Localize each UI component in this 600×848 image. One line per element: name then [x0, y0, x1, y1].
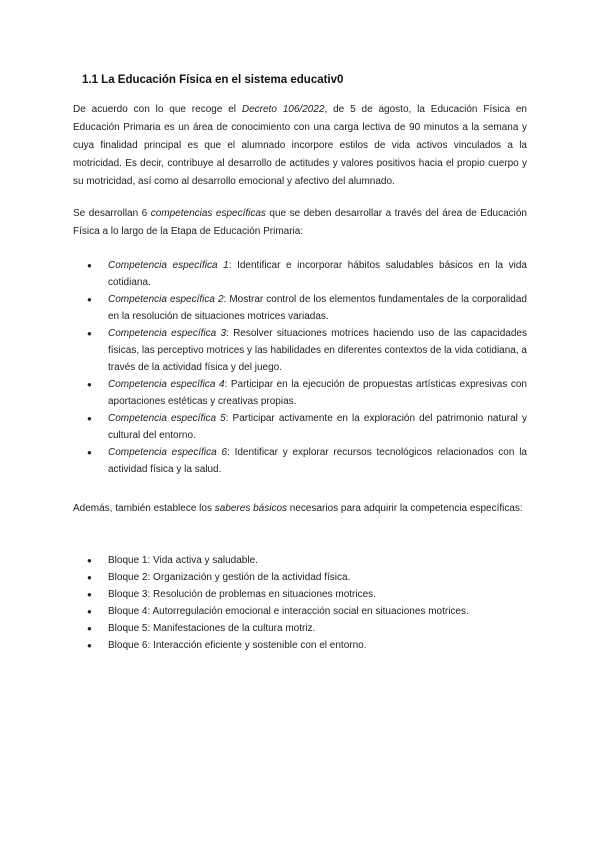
bloque-text: Bloque 1: Vida activa y saludable.: [108, 555, 258, 566]
competencia-name: Competencia específica 2: [108, 294, 224, 305]
competencias-list: [87, 257, 527, 478]
bullet-icon: ●: [87, 607, 92, 616]
competencia-name: Competencia específica 6: [108, 447, 228, 458]
competencia-text: : Participar en la ejecución de propuestas artísticas expresivas con aportaciones estéticas y creativas propias.: [108, 379, 527, 407]
bullet-icon: ●: [87, 448, 92, 457]
list-item: [87, 569, 527, 586]
competencias-paragraph: [73, 205, 527, 241]
competencias-text-start: Se desarrollan 6: [73, 208, 151, 219]
list-item: [87, 586, 527, 603]
section-heading: 1.1 La Educación Física en el sistema educativ0: [82, 74, 344, 86]
bloque-text: Bloque 6: Interacción eficiente y sostenible con el entorno.: [108, 640, 367, 651]
list-item: [87, 620, 527, 637]
bullet-icon: ●: [87, 414, 92, 423]
decree-reference: Decreto 106/2022: [241, 104, 325, 115]
competencias-text-end: que se deben desarrollar a través del área de Educación Física a lo largo de la Etapa de Educación Primaria:: [73, 208, 527, 237]
bullet-icon: ●: [87, 380, 92, 389]
saberes-text-start: Además, también establece los: [73, 503, 215, 514]
bullet-icon: ●: [87, 590, 92, 599]
bloque-text: Bloque 5: Manifestaciones de la cultura motriz.: [108, 623, 316, 634]
bullet-icon: ●: [87, 573, 92, 582]
list-item: [87, 257, 527, 291]
bloque-text: Bloque 4: Autorregulación emocional e interacción social en situaciones motrices.: [108, 606, 469, 617]
saberes-term: saberes básicos: [214, 503, 288, 514]
competencia-name: Competencia específica 1: [108, 260, 229, 271]
intro-text-end: , de 5 de agosto, la Educación Física en Educación Primaria es un área de conocimiento con una carga lectiva de 90 minutos a la semana y cuya finalidad principal es que el alumnado incorpore estilos de vida activos vinculados a la motricidad. Es decir, contribuye al desarrollo de actitudes y valores positivos hacia el propio cuerpo y su motricidad, así como al desarrollo emocional y afectivo del alumnado.: [73, 104, 527, 187]
competencia-text: : Identificar y explorar recursos tecnológicos relacionados con la actividad física y la salud.: [108, 447, 527, 475]
bullet-icon: ●: [87, 624, 92, 633]
bullet-icon: ●: [87, 641, 92, 650]
competencia-name: Competencia específica 4: [108, 379, 225, 390]
bloque-text: Bloque 3: Resolución de problemas en situaciones motrices.: [108, 589, 376, 600]
competencia-text: : Mostrar control de los elementos fundamentales de la corporalidad en la resolución de situaciones motrices variadas.: [108, 294, 527, 322]
list-item: [87, 376, 527, 410]
competencia-name: Competencia específica 5: [108, 413, 226, 424]
competencia-text: : Resolver situaciones motrices haciendo uso de las capacidades físicas, las perceptivo motrices y las habilidades en diferentes contextos de la vida cotidiana, a través de la actividad física y del juego.: [108, 328, 527, 373]
list-item: [87, 291, 527, 325]
competencia-text: : Participar activamente en la exploración del patrimonio natural y cultural del entorno.: [108, 413, 527, 441]
bullet-icon: ●: [87, 556, 92, 565]
list-item: [87, 603, 527, 620]
bullet-icon: ●: [87, 329, 92, 338]
competencias-term: competencias específicas: [150, 208, 266, 219]
bloque-text: Bloque 2: Organización y gestión de la actividad física.: [108, 572, 351, 583]
list-item: [87, 410, 527, 444]
bullet-icon: ●: [87, 295, 92, 304]
competencia-name: Competencia específica 3: [108, 328, 227, 339]
list-item: [87, 325, 527, 376]
saberes-text-end: necesarios para adquirir la competencia específicas:: [287, 503, 523, 514]
bloques-list: [87, 552, 527, 654]
list-item: [87, 552, 527, 569]
saberes-paragraph: [73, 500, 527, 518]
list-item: [87, 444, 527, 478]
intro-paragraph: [73, 101, 527, 191]
intro-text-start: De acuerdo con lo que recoge el: [73, 104, 242, 115]
list-item: [87, 637, 527, 654]
bullet-icon: ●: [87, 261, 92, 270]
competencia-text: : Identificar e incorporar hábitos saludables básicos en la vida cotidiana.: [108, 260, 527, 288]
